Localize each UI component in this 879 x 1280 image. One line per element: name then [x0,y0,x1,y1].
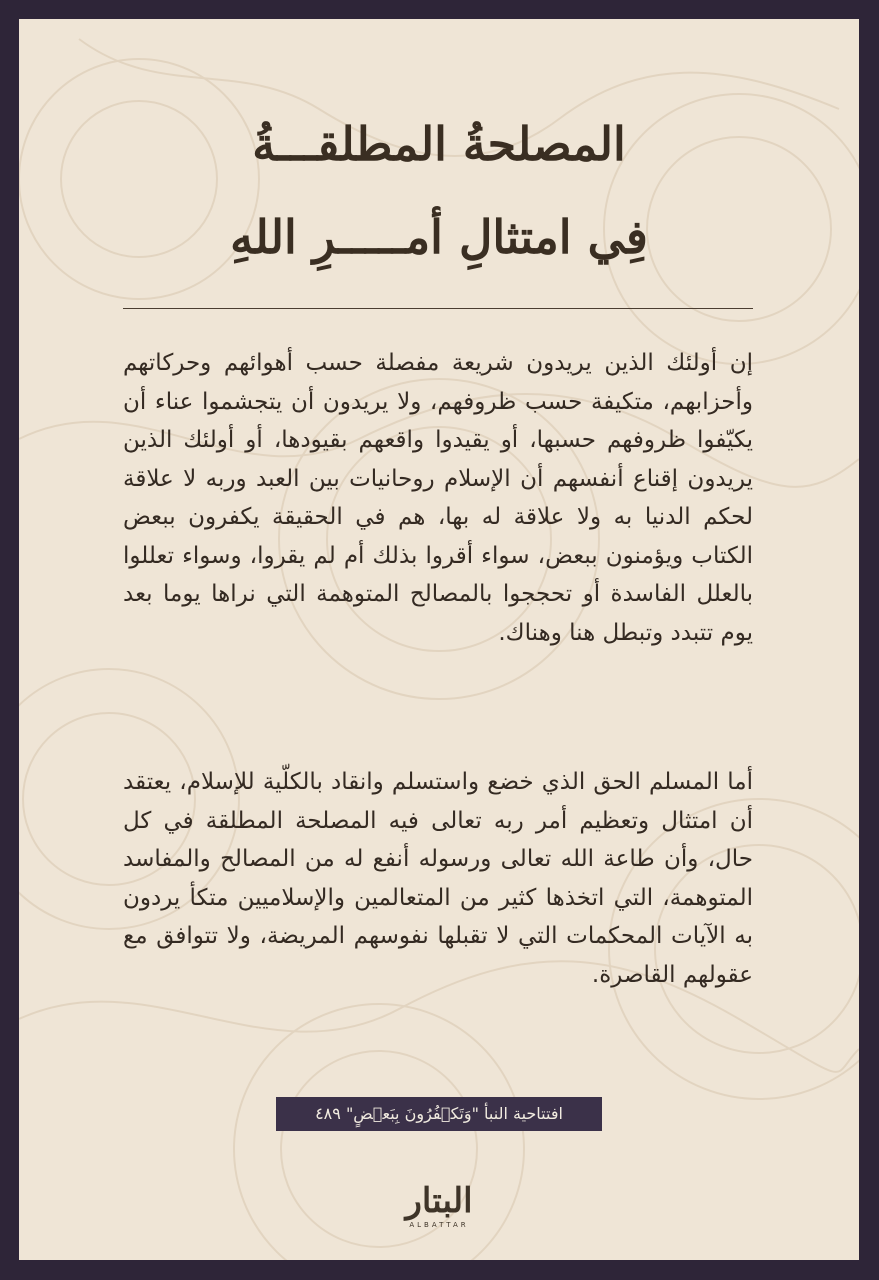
poster-frame [19,19,859,1260]
title-line-2: فِي امتثالِ أمـــــرِ اللهِ [230,210,648,264]
source-badge: افتتاحية النبأ "وَتَكۡفُرُونَ بِبَعۡضٍ" ٤٨٩ [276,1097,602,1131]
albattar-logo [379,1181,499,1230]
title-divider [123,308,753,309]
logo-latin-text: ALBATTAR [409,1221,469,1229]
paragraph-2: أما المسلم الحق الذي خضع واستسلم وانقاد بالكلّية للإسلام، يعتقد أن امتثال وتعظيم أمر ربه تعالى فيه المصلحة المطلقة في كل حال، وأن طاعة الله تعالى ورسوله أنفع له من المصالح والمفاسد المتوهمة، التي اتخذها كثير من المتعالمين والإسلاميين متكأ يردون به الآيات المحكمات التي لا تقبلها نفوسهم المريضة، ولا تتوافق مع عقولهم القاصرة. [123,769,753,988]
title-line-1: المصلحةُ المطلقـــةُ [252,117,626,171]
logo-arabic-text: البتار [405,1181,473,1221]
paragraph-1: إن أولئك الذين يريدون شريعة مفصلة حسب أهوائهم وحركاتهم وأحزابهم، متكيفة حسب ظروفهم، ولا يريدون أن يتجشموا عناء أن يكيّفوا ظروفهم حسبها، أو يقيدوا واقعهم بقيودها، أو أولئك الذين يريدون إقناع أنفسهم أن الإسلام روحانيات بين العبد وربه لا علاقة لحكم الدنيا به ولا علاقة له بها، هم في الحقيقة يكفرون ببعض الكتاب ويؤمنون ببعض، سواء أقروا بذلك أم لم يقروا، وسواء تعللوا بالعلل الفاسدة أو تحججوا بالمصالح المتوهمة التي نراها يوما بعد يوم تتبدد وتبطل هنا وهناك. [123,350,753,646]
